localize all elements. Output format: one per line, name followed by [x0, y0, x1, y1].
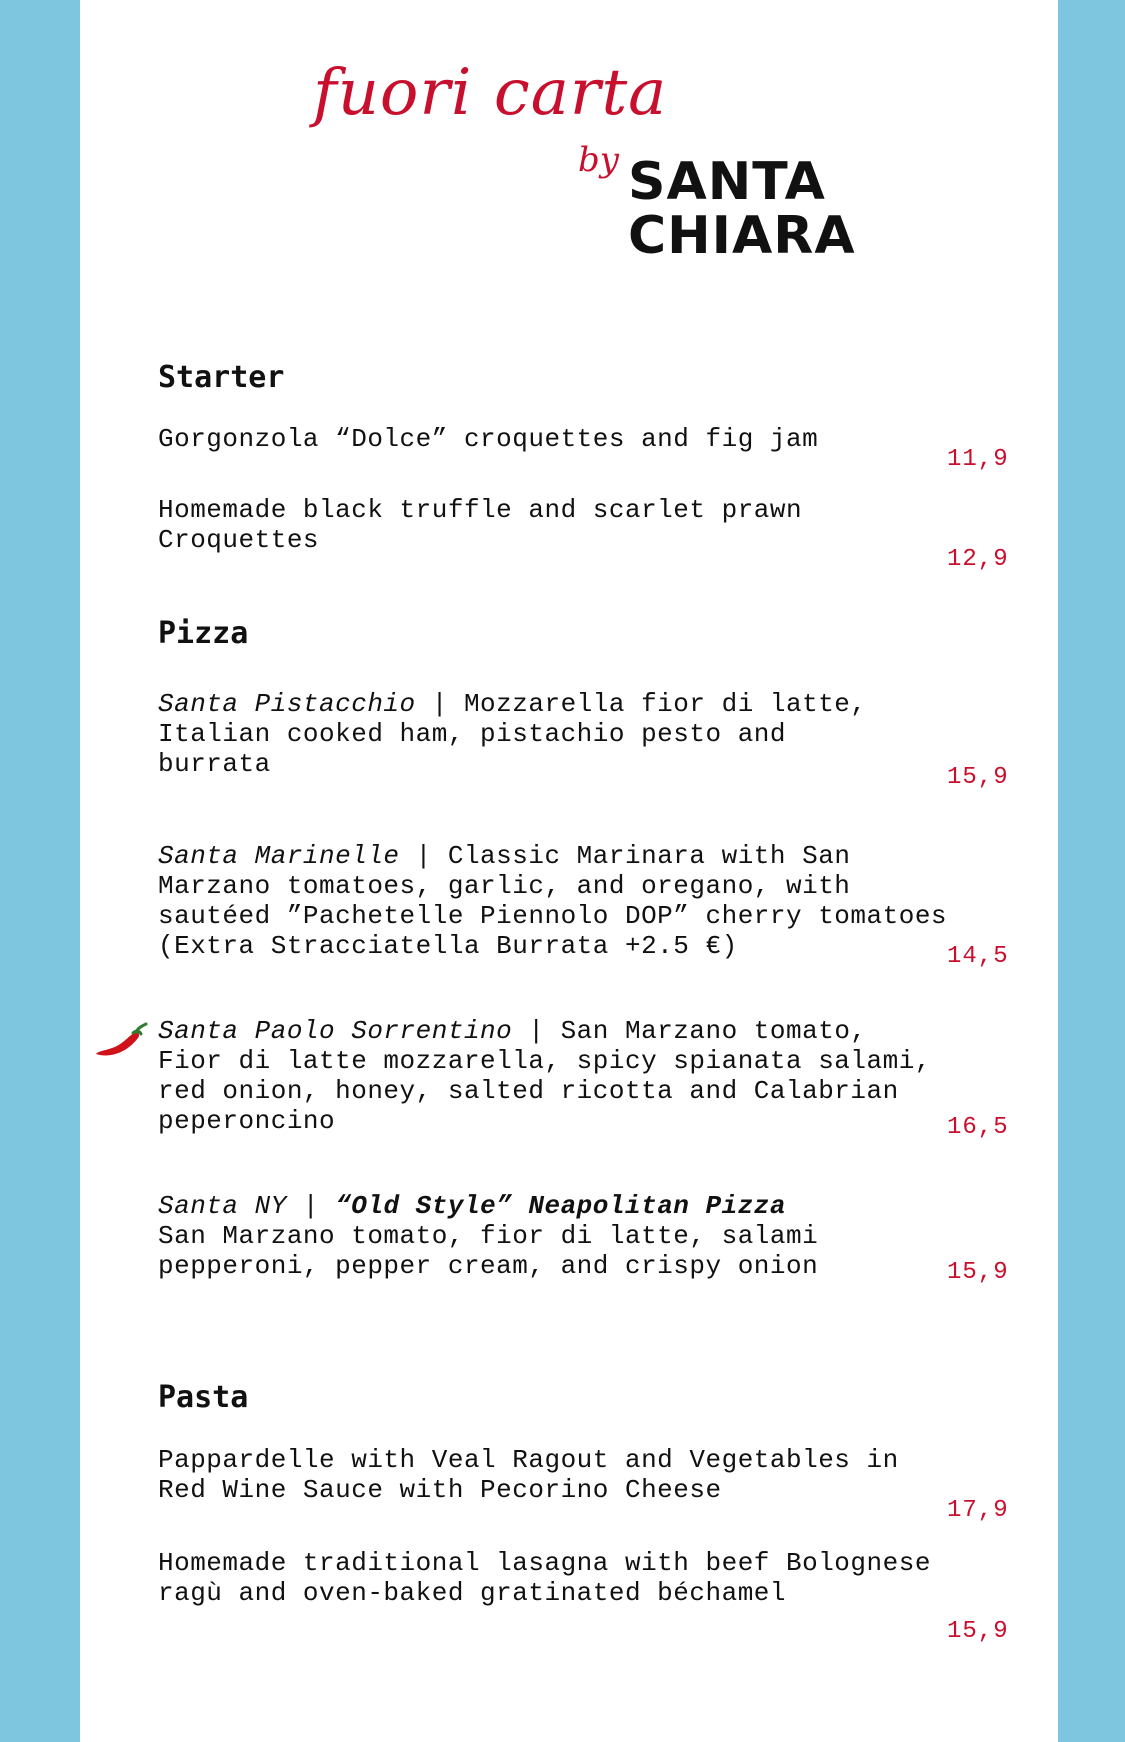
logo-brand [628, 152, 856, 266]
menu-item [158, 1445, 978, 1505]
item-description: Pappardelle with Veal Ragout and Vegetables in Red Wine Sauce with Pecorino Cheese [158, 1445, 899, 1505]
item-name: Santa Marinelle [158, 841, 400, 871]
chili-pepper-icon [94, 1020, 150, 1060]
menu-item [158, 495, 978, 555]
item-price: 11,9 [947, 446, 1009, 473]
menu-item [158, 1548, 978, 1608]
section-title-pizza: Pizza [158, 616, 249, 651]
item-price: 15,9 [947, 1618, 1009, 1645]
item-description [158, 841, 978, 961]
item-name: Santa Pistacchio [158, 689, 416, 719]
menu-item [158, 424, 978, 454]
item-price: 15,9 [947, 1259, 1009, 1286]
item-price: 12,9 [947, 546, 1009, 573]
item-detail: | Mozzarella fior di latte, Italian cooked ham, pistachio pesto and burrata [158, 689, 867, 779]
logo-by-text: by [578, 140, 619, 180]
menu-item [158, 689, 978, 779]
item-detail: San Marzano tomato, fior di latte, salami pepperoni, pepper cream, and crispy onion [158, 1221, 819, 1281]
item-description: Homemade traditional lasagna with beef Bolognese ragù and oven-baked gratinated béchamel [158, 1548, 931, 1608]
menu-item [158, 841, 978, 961]
item-price: 17,9 [947, 1497, 1009, 1524]
item-description: Homemade black truffle and scarlet prawn Croquettes [158, 495, 803, 555]
item-detail: | Classic Marinara with San Marzano tomatoes, garlic, and oregano, with sautéed ”Pachetelle Piennolo DOP” cherry tomatoes (Extra Stracciatella Burrata +2.5 €) [158, 841, 948, 961]
section-title-starter: Starter [158, 360, 285, 395]
logo-script-text: fuori carta [313, 56, 668, 130]
section-title-pasta: Pasta [158, 1380, 249, 1415]
item-price: 14,5 [947, 943, 1009, 970]
item-detail: | San Marzano tomato, Fior di latte mozzarella, spicy spianata salami, red onion, honey, salted ricotta and Calabrian peperoncino [158, 1016, 931, 1136]
item-description [158, 1191, 978, 1281]
menu-item [158, 1191, 978, 1281]
logo-brand-line1: SANTA [628, 152, 826, 212]
item-description [158, 1016, 978, 1136]
item-description: Gorgonzola “Dolce” croquettes and fig jam [158, 424, 819, 454]
item-name: Santa Paolo Sorrentino [158, 1016, 513, 1046]
logo-brand-line2: CHIARA [628, 206, 856, 266]
item-price: 15,9 [947, 764, 1009, 791]
item-name: Santa NY [158, 1191, 287, 1221]
item-description [158, 689, 978, 779]
item-highlight: “Old Style” Neapolitan Pizza [335, 1191, 787, 1221]
item-separator: | [286, 1191, 336, 1221]
item-price: 16,5 [947, 1114, 1009, 1141]
menu-item [158, 1016, 978, 1136]
